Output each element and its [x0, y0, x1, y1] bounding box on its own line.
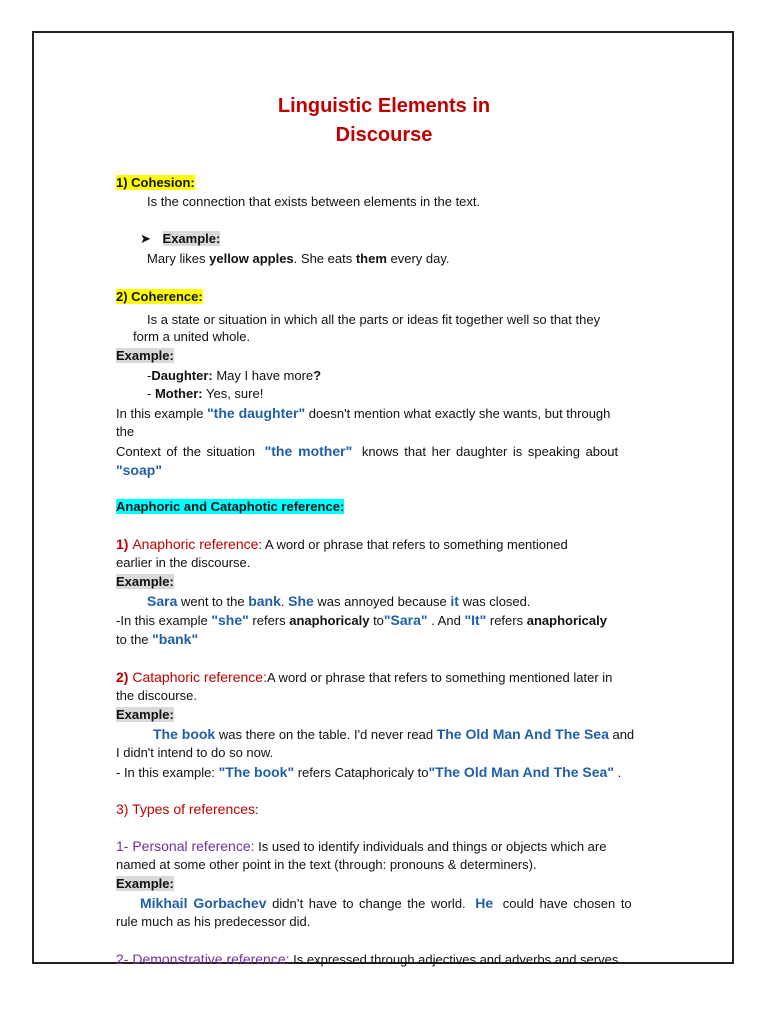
cataphoric-example-sentence-2: I didn't intend to do so now. [116, 745, 274, 760]
arrow-bullet-icon: ➤ [140, 231, 151, 246]
cataphoric-def-line-2: the discourse. [116, 688, 197, 703]
cataphoric-example-sentence: The book was there on the table. I'd never read The Old Man And The Sea and [153, 726, 635, 742]
types-heading: 3) Types of references: [116, 801, 259, 817]
coherence-explanation-4: "soap" [116, 462, 162, 478]
cataphoric-title-line: 2) Cataphoric reference:A word or phrase that refers to something mentioned later in [116, 669, 613, 685]
cataphoric-explanation: - In this example: "The book" refers Cataphoricaly to"The Old Man And The Sea" . [116, 764, 622, 780]
anaphoric-def-line-2: earlier in the discourse. [116, 555, 251, 570]
demonstrative-reference-line: 2- Demonstrative reference: Is expressed through adjectives and adverbs and serves [116, 951, 619, 967]
anaphoric-example-label: Example: [116, 574, 174, 589]
coherence-explanation-2: the [116, 424, 135, 439]
personal-example-label: Example: [116, 876, 174, 891]
coherence-explanation-1: In this example "the daughter" doesn't mention what exactly she wants, but through [116, 405, 611, 421]
coherence-example-label: Example: [116, 348, 174, 363]
anaphoric-explanation-1: -In this example "she" refers anaphoricaly to"Sara" . And "It" refers anaphoricaly [116, 612, 607, 628]
anaphoric-cataphoric-heading: Anaphoric and Cataphotic reference: [116, 499, 345, 514]
dialogue-mother: - Mother: Yes, sure! [147, 386, 264, 401]
coherence-def-line-1: Is a state or situation in which all the parts or ideas fit together well so that they [147, 312, 601, 327]
cataphoric-example-label: Example: [116, 707, 174, 722]
page-border [32, 31, 734, 964]
title-line-1: Linguistic Elements in [277, 95, 491, 117]
cohesion-definition: Is the connection that exists between elements in the text. [147, 194, 481, 209]
dialogue-daughter: -Daughter: May I have more? [147, 368, 322, 383]
anaphoric-example-sentence: Sara went to the bank. She was annoyed because it was closed. [147, 593, 531, 609]
coherence-heading: 2) Coherence: [116, 289, 203, 304]
personal-reference-line-1: 1- Personal reference: Is used to identify individuals and things or objects which are [116, 838, 607, 854]
anaphoric-title-line: 1) Anaphoric reference: A word or phrase that refers to something mentioned [116, 536, 568, 552]
personal-example-sentence-2: rule much as his predecessor did. [116, 914, 311, 929]
coherence-def-line-2: form a united whole. [133, 329, 251, 344]
cohesion-heading: 1) Cohesion: [116, 175, 195, 190]
anaphoric-explanation-2: to the "bank" [116, 631, 199, 647]
cohesion-example-sentence: Mary likes yellow apples. She eats them every day. [147, 251, 450, 266]
personal-reference-line-2: named at some other point in the text (through: pronouns & determiners). [116, 857, 537, 872]
coherence-explanation-3: Context of the situation "the mother" knows that her daughter is speaking about [116, 443, 619, 459]
personal-example-sentence: Mikhail Gorbachev didn’t have to change the world. He could have chosen to [140, 895, 632, 911]
cohesion-example: ➤ Example: [140, 231, 221, 246]
title-line-2: Discourse [335, 124, 433, 146]
